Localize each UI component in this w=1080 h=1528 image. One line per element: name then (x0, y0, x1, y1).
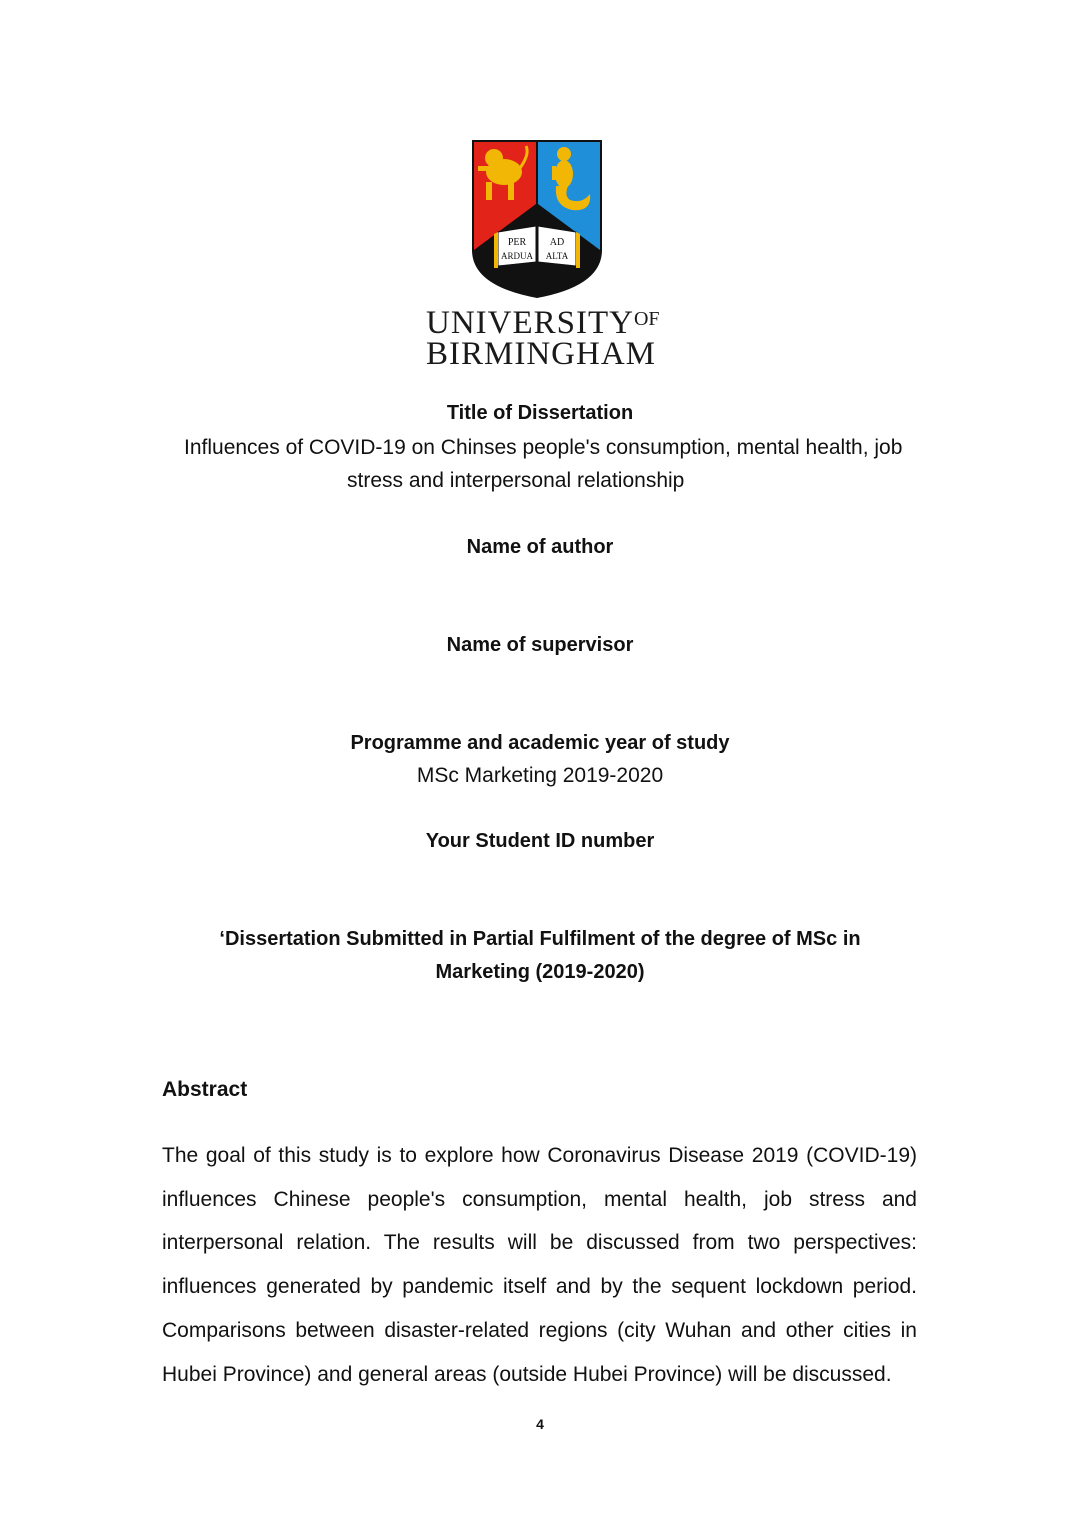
programme-value: MSc Marketing 2019-2020 (416, 764, 664, 787)
university-name-of: OF (633, 308, 660, 330)
submission-statement-line1: ‘Dissertation Submitted in Partial Fulfilment of the degree of MSc in (219, 928, 861, 950)
motto-alta: ALTA (545, 251, 569, 261)
motto-ardua: ARDUA (500, 251, 534, 261)
submission-statement-line2: Marketing (2019-2020) (435, 961, 645, 983)
university-name-line2: BIRMINGHAM (426, 336, 657, 372)
supervisor-label: Name of supervisor (446, 634, 634, 656)
author-label: Name of author (466, 536, 614, 558)
motto-per: PER (507, 237, 527, 248)
abstract-paragraph: The goal of this study is to explore how Coronavirus Disease 2019 (COVID-19) influences Chinese people's consumption, mental health, job stress and interpersonal relation. The results will be discussed from two perspectives: influences generated by pandemic itself and by the sequent lockdown period. Comparisons between disaster-related regions (city Wuhan and other cities in Hubei Province) and general areas (outside Hubei Province) will be discussed. (162, 1144, 917, 1386)
motto-ad: AD (549, 237, 565, 248)
abstract-heading: Abstract (162, 1078, 248, 1101)
university-name-line1: UNIVERSITY (426, 305, 634, 341)
university-crest-logo (468, 138, 606, 300)
university-name (426, 304, 666, 370)
page-number: 4 (536, 1416, 544, 1432)
title-label: Title of Dissertation (446, 402, 634, 424)
programme-label: Programme and academic year of study (350, 732, 730, 754)
student-id-label: Your Student ID number (425, 830, 655, 852)
dissertation-title-line2: stress and interpersonal relationship (347, 469, 685, 492)
dissertation-title-line1: Influences of COVID-19 on Chinses people's consumption, mental health, job (184, 436, 903, 459)
